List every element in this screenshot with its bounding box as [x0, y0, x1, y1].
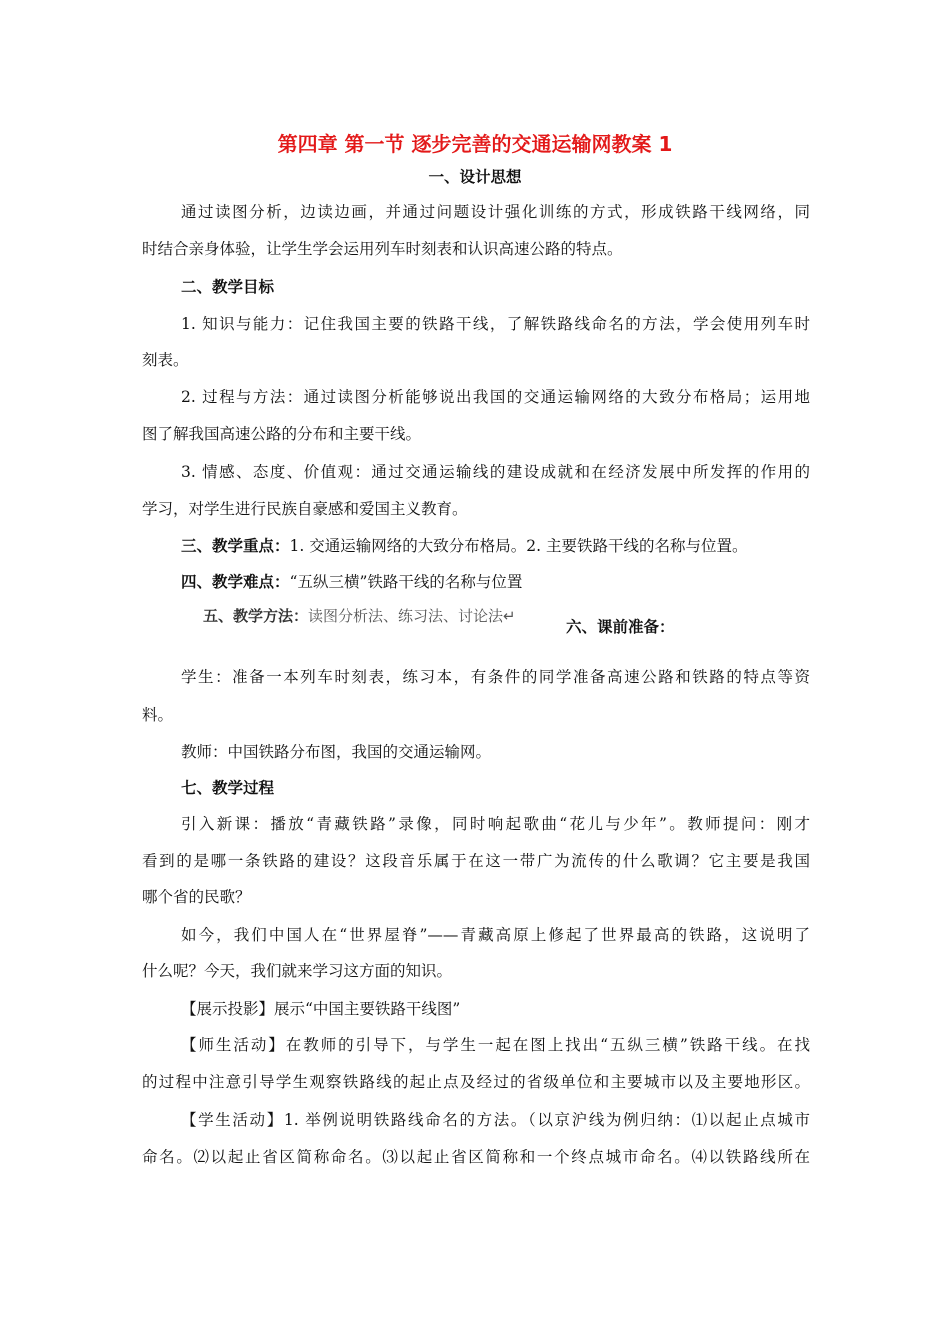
paragraph-line: 【师生活动】在教师的引导下，与学生一起在图上找出“五纵三横”铁路干线。在找: [181, 1036, 810, 1054]
key-points-line: [181, 535, 849, 557]
paragraph-line: 如今，我们中国人在“世界屋脊”——青藏高原上修起了世界最高的铁路，这说明了: [181, 926, 810, 944]
paragraph-line: 1. 知识与能力：记住我国主要的铁路干线，了解铁路线命名的方法，学会使用列车时: [181, 315, 810, 333]
paragraph-line: 2. 过程与方法：通过读图分析能够说出我国的交通运输网络的大致分布格局；运用地: [181, 388, 810, 406]
paragraph-line: 引入新课：播放“青藏铁路”录像，同时响起歌曲“花儿与少年”。教师提问：刚才: [181, 815, 810, 833]
heading-teaching-goals: 二、教学目标: [181, 278, 275, 296]
paragraph-line: 3. 情感、态度、价值观：通过交通运输线的建设成就和在经济发展中所发挥的作用的: [181, 463, 810, 481]
paragraph-line: 时结合亲身体验，让学生学会运用列车时刻表和认识高速公路的特点。: [142, 240, 623, 258]
heading-preparation: 六、课前准备：: [566, 618, 675, 636]
methods-text: 读图分析法、练习法、讨论法↵: [308, 607, 516, 625]
heading-key-points: 三、教学重点：: [181, 537, 290, 555]
key-points-text: 1. 交通运输网络的大致分布格局。2. 主要铁路干线的名称与位置。: [289, 537, 748, 555]
methods-line: [203, 605, 563, 627]
paragraph-line: 学生：准备一本列车时刻表，练习本，有条件的同学准备高速公路和铁路的特点等资: [181, 668, 810, 686]
heading-design-idea: 一、设计思想: [428, 168, 522, 186]
heading-process: 七、教学过程: [181, 779, 275, 797]
heading-difficulty: 四、教学难点：: [181, 573, 290, 591]
paragraph-line: 哪个省的民歌？: [142, 888, 251, 906]
paragraph-line: 【展示投影】展示“中国主要铁路干线图”: [181, 1000, 461, 1018]
paragraph-line: 【学生活动】1. 举例说明铁路线命名的方法。（以京沪线为例归纳：⑴以起止点城市: [181, 1111, 810, 1129]
paragraph-line: 学习，对学生进行民族自豪感和爱国主义教育。: [142, 500, 468, 518]
difficulty-line: [181, 571, 849, 593]
paragraph-line: 图了解我国高速公路的分布和主要干线。: [142, 425, 422, 443]
paragraph-line: 刻表。: [142, 351, 189, 369]
paragraph-line: 什么呢？今天，我们就来学习这方面的知识。: [142, 962, 453, 980]
heading-methods: 五、教学方法：: [203, 607, 309, 625]
difficulty-text: “五纵三横”铁路干线的名称与位置: [289, 573, 523, 591]
paragraph-line: 教师：中国铁路分布图，我国的交通运输网。: [181, 743, 492, 761]
paragraph-line: 料。: [142, 706, 174, 724]
paragraph-line: 命名。⑵以起止省区简称命名。⑶以起止省区简称和一个终点城市命名。⑷以铁路线所在: [142, 1148, 810, 1166]
paragraph-line: 看到的是哪一条铁路的建设？这段音乐属于在这一带广为流传的什么歌调？它主要是我国: [142, 852, 810, 870]
paragraph-line: 的过程中注意引导学生观察铁路线的起止点及经过的省级单位和主要城市以及主要地形区。: [142, 1073, 810, 1091]
document-title: 第四章 第一节 逐步完善的交通运输网教案 1: [277, 132, 673, 156]
paragraph-line: 通过读图分析，边读边画，并通过问题设计强化训练的方式，形成铁路干线网络，同: [181, 203, 810, 221]
